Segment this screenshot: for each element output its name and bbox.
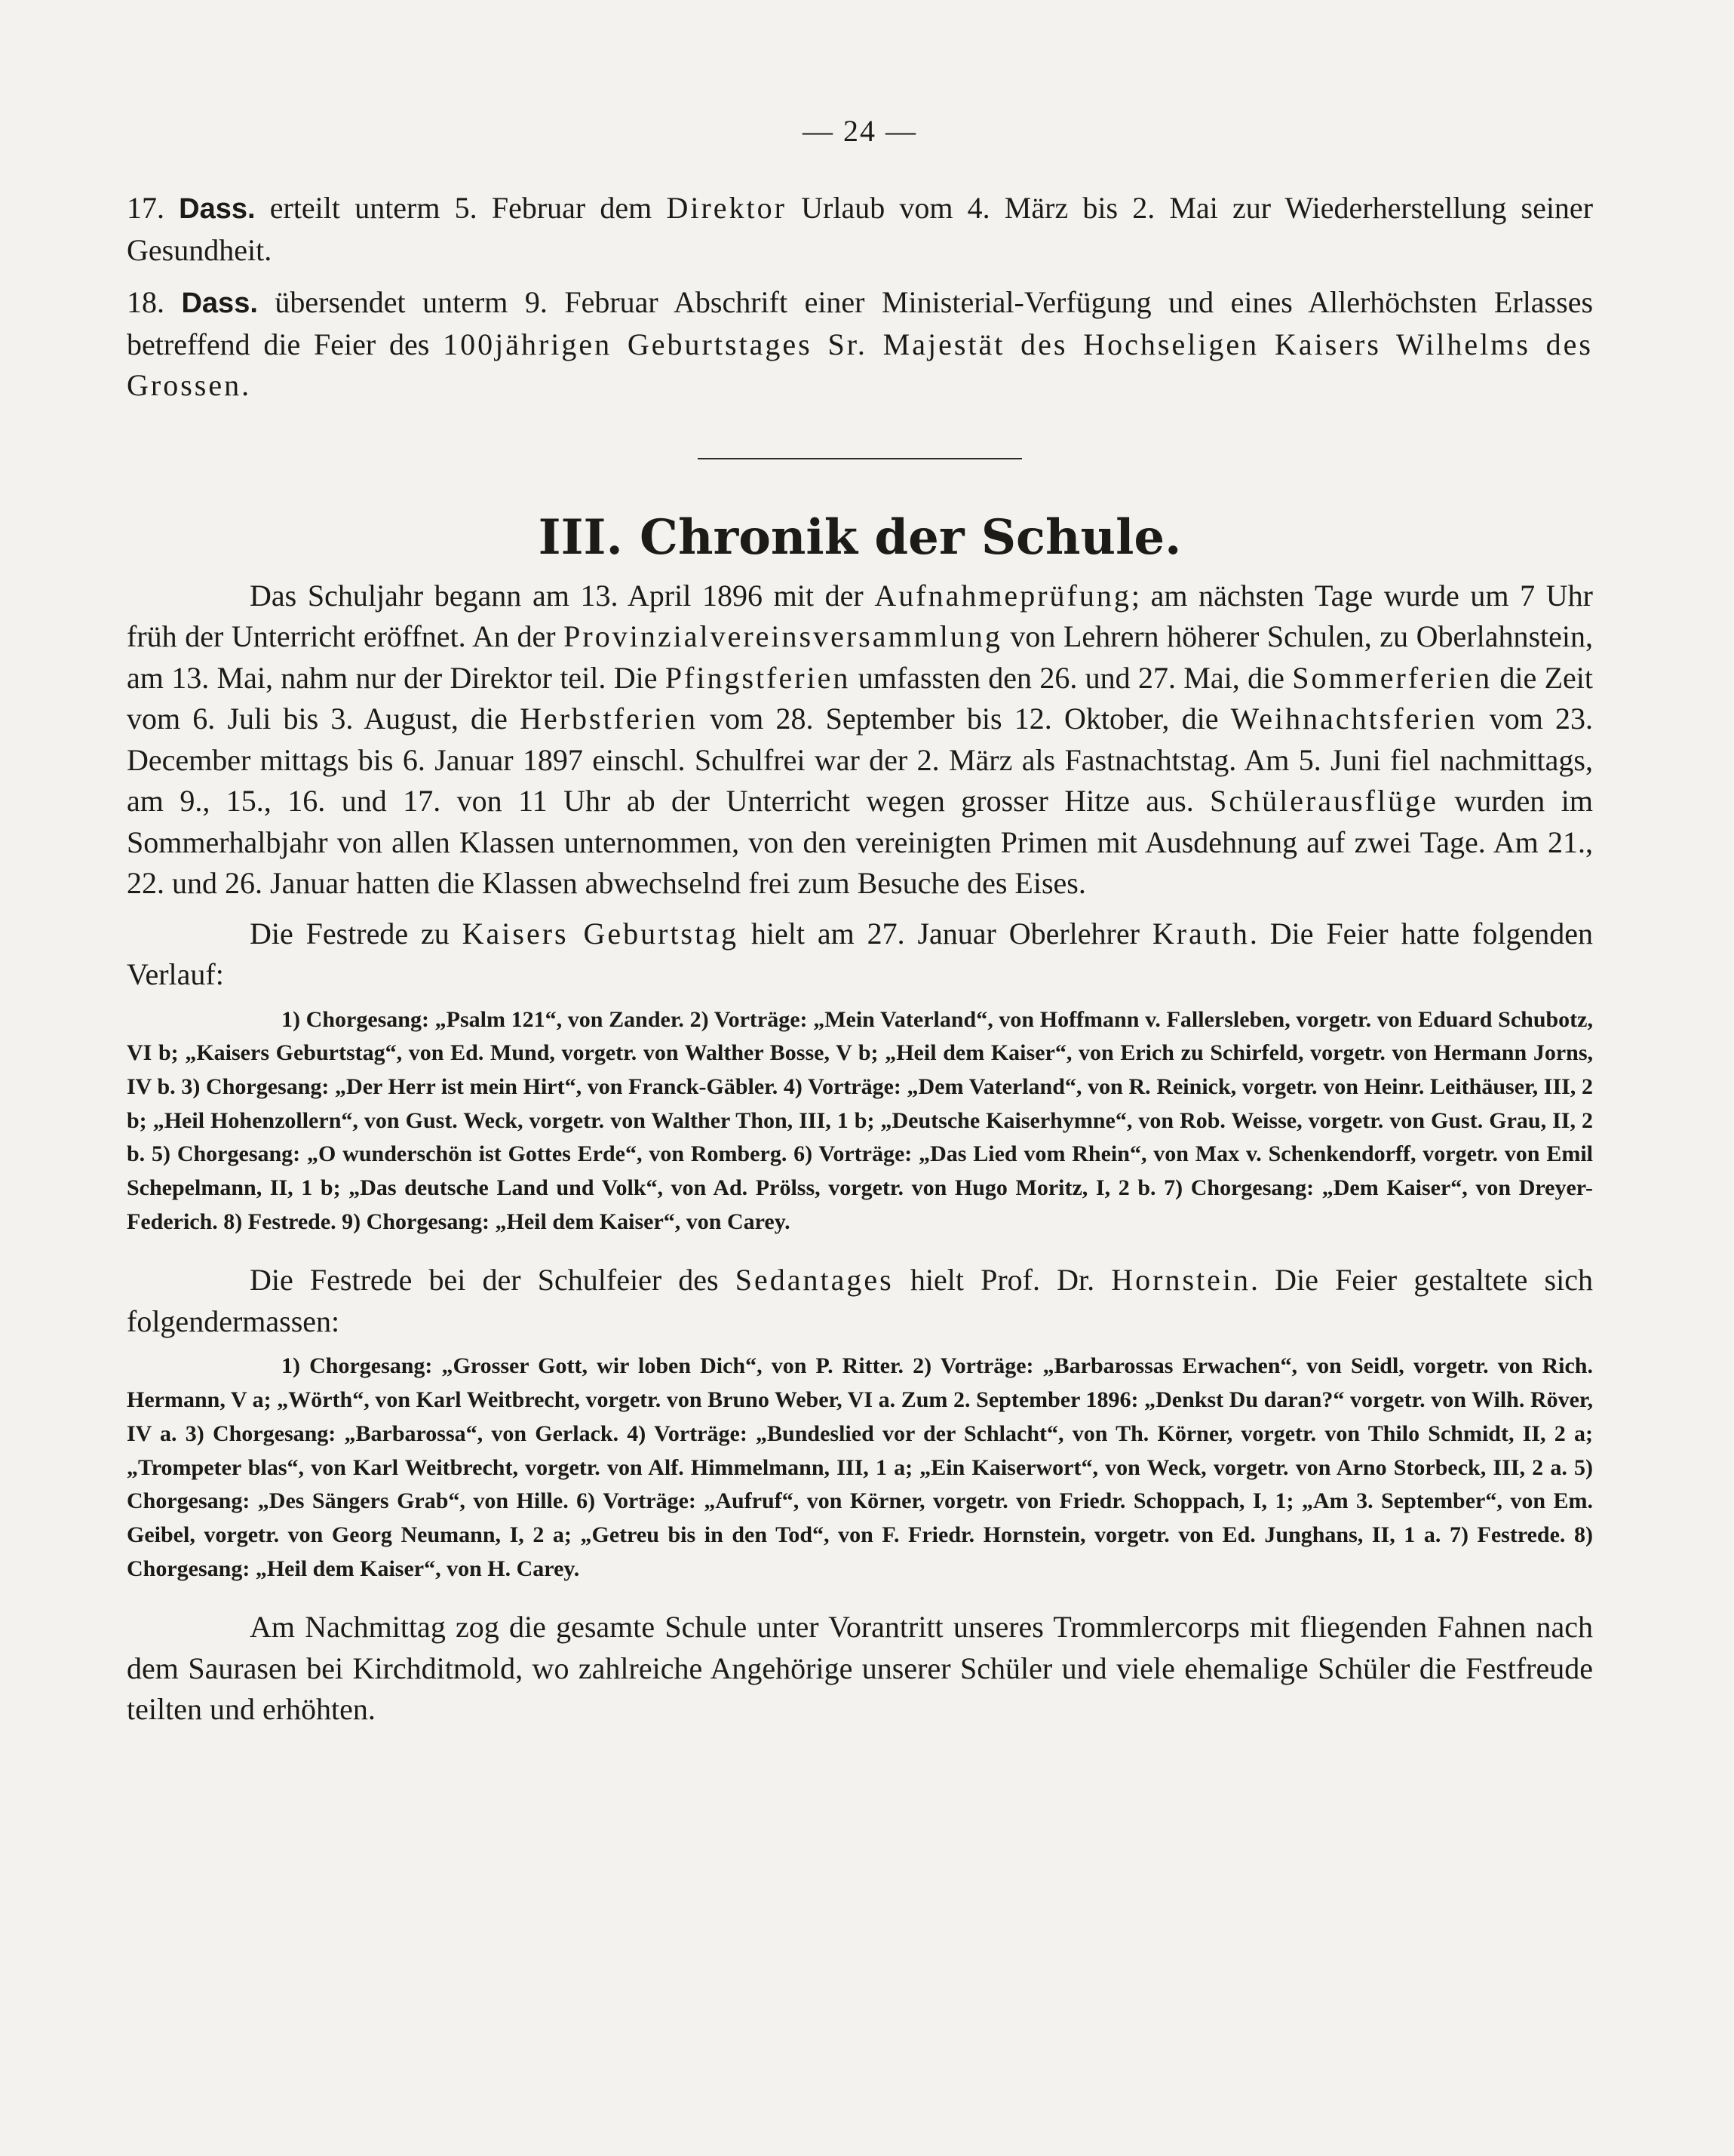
entry-lead: Dass. xyxy=(181,287,258,319)
text-run: die Zeit vom 6. Juli bis 3. August, die xyxy=(127,660,1594,736)
text-run: Die Festrede bei der Schulfeier des xyxy=(250,1263,735,1298)
kaiser-intro-paragraph xyxy=(127,914,1593,996)
spaced-emphasis: Sedantages xyxy=(735,1263,894,1298)
text-run: Das Schuljahr begann am 13. April 1896 mit der xyxy=(250,578,875,613)
chronik-paragraph xyxy=(127,576,1593,904)
entry-17 xyxy=(127,188,1593,271)
text-run: hielt Prof. Dr. xyxy=(893,1263,1112,1298)
text-run: vom 28. September bis 12. Oktober, die xyxy=(698,702,1231,736)
entry-spaced-text: Direktor xyxy=(666,191,787,225)
document-page xyxy=(127,113,1593,1731)
text-run: umfassten den 26. und 27. Mai, die xyxy=(850,660,1293,695)
spaced-emphasis: Krauth xyxy=(1152,916,1250,951)
entry-number: 17. xyxy=(127,191,164,225)
text-run: vom 23. December mittags bis 6. Januar 1897 einschl. Schulfrei war der 2. März als Fastnachtstag. Am 5. Juni fiel nachmittags, am 9., 15., 16. und 17. von 11 Uhr ab der Unterricht wegen grosser Hitze aus. xyxy=(127,702,1594,818)
entry-18 xyxy=(127,282,1593,407)
text-run: Die Festrede zu xyxy=(250,916,462,951)
entry-text: übersendet unterm 9. Februar Abschrift einer Ministerial-Verfügung und eines Allerhöchsten Erlasses betreffend die Feier des xyxy=(127,285,1594,361)
text-run: hielt am 27. Januar Oberlehrer xyxy=(738,916,1152,951)
closing-paragraph: Am Nachmittag zog die gesamte Schule unter Vorantritt unseres Trommlercorps mit fliegenden Fahnen nach dem Saurasen bei Kirchditmold, wo zahlreiche Angehörige unserer Schüler und viele ehemalige Schüler die Festfreude teilten und erhöhten. xyxy=(127,1610,1593,1727)
text-run: ; am nächsten Tage wurde um 7 Uhr früh der Unterricht eröffnet. An der xyxy=(127,578,1593,653)
entry-number: 18. xyxy=(127,285,164,319)
text-run: wurden im Sommerhalbjahr von allen Klassen unternommen, von den vereinigten Primen mit Ausdehnung auf zwei Tage. Am 21., 22. und 26. Januar hatten die Klassen abwechselnd frei zum Besuche des Eises. xyxy=(127,784,1594,900)
entry-text: erteilt unterm 5. Februar dem xyxy=(255,191,667,225)
text-run: . Die Feier gestaltete sich folgendermassen: xyxy=(127,1263,1593,1338)
spaced-emphasis: Hornstein xyxy=(1111,1263,1251,1298)
spaced-emphasis: Herbstferien xyxy=(520,702,698,736)
spaced-emphasis: Aufnahmeprüfung xyxy=(874,578,1131,613)
entry-text: Urlaub vom 4. März bis 2. Mai zur Wiederherstellung seiner Gesundheit. xyxy=(127,191,1594,267)
spaced-emphasis: Weihnachtsferien xyxy=(1230,702,1478,736)
entry-lead: Dass. xyxy=(179,193,256,225)
spaced-emphasis: Schülerausflüge xyxy=(1210,784,1438,818)
entry-spaced-text: 100jährigen Geburtstages Sr. Majestät des Hochseligen Kaisers Wilhelms des Grossen. xyxy=(127,327,1593,402)
spaced-emphasis: Sommerferien xyxy=(1292,660,1493,695)
text-run: von Lehrern höherer Schulen, zu Oberlahnstein, am 13. Mai, nahm nur der Direktor teil. Die xyxy=(127,619,1593,695)
spaced-emphasis: Kaisers Geburtstag xyxy=(462,916,738,951)
text-run: . Die Feier hatte folgenden Verlauf: xyxy=(127,916,1594,991)
section-divider xyxy=(698,458,1022,459)
spaced-emphasis: Pfingstferien xyxy=(664,660,851,695)
sedan-intro-paragraph xyxy=(127,1260,1593,1342)
spaced-emphasis: Provinzialvereinsversammlung xyxy=(563,619,1002,653)
kaiser-program: 1) Chorgesang: „Psalm 121“, von Zander. 2) Vorträge: „Mein Vaterland“, von Hoffmann v. Fallersleben, vorgetr. von Eduard Schubotz, VI b; „Kaisers Geburtstag“, von Ed. Mund, vorgetr. von Walther Bosse, V b; „Heil dem Kaiser“, von Erich zu Schirfeld, vorgetr. von Hermann Jorns, IV b. 3) Chorgesang: „Der Herr ist mein Hirt“, von Franck-Gäbler. 4) Vorträge: „Dem Vaterland“, von R. Reinick, vorgetr. von Heinr. Leithäuser, III, 2 b; „Heil Hohenzollern“, von Gust. Weck, vorgetr. von Walther Thon, III, 1 b; „Deutsche Kaiserhymne“, von Rob. Weisse, vorgetr. von Gust. Grau, II, 2 b. 5) Chorgesang: „O wunderschön ist Gottes Erde“, von Romberg. 6) Vorträge: „Das Lied vom Rhein“, von Max v. Schenkendorff, vorgetr. von Emil Schepelmann, II, 1 b; „Das deutsche Land und Volk“, von Ad. Prölss, vorgetr. von Hugo Moritz, I, 2 b. 7) Chorgesang: „Dem Kaiser“, von Dreyer-Federich. 8) Festrede. 9) Chorgesang: „Heil dem Kaiser“, von Carey. xyxy=(127,1006,1593,1234)
page-number: — 24 — xyxy=(803,114,917,148)
section-heading: III. Chronik der Schule. xyxy=(538,508,1182,566)
sedan-program: 1) Chorgesang: „Grosser Gott, wir loben Dich“, von P. Ritter. 2) Vorträge: „Barbarossas Erwachen“, von Seidl, vorgetr. von Rich. Hermann, V a; „Wörth“, von Karl Weitbrecht, vorgetr. von Bruno Weber, VI a. Zum 2. September 1896: „Denkst Du daran?“ vorgetr. von Wilh. Röver, IV a. 3) Chorgesang: „Barbarossa“, von Gerlack. 4) Vorträge: „Bundeslied vor der Schlacht“, von Th. Körner, vorgetr. von Thilo Schmidt, II, 2 a; „Trompeter blas“, von Karl Weitbrecht, vorgetr. von Alf. Himmelmann, III, 1 a; „Ein Kaiserwort“, von Weck, vorgetr. von Arno Storbeck, III, 2 a. 5) Chorgesang: „Des Sängers Grab“, von Hille. 6) Vorträge: „Aufruf“, von Körner, vorgetr. von Friedr. Schoppach, I, 1; „Am 3. September“, von Em. Geibel, vorgetr. von Georg Neumann, I, 2 a; „Getreu bis in den Tod“, von F. Friedr. Hornstein, vorgetr. von Ed. Junghans, II, 1 a. 7) Festrede. 8) Chorgesang: „Heil dem Kaiser“, von H. Carey. xyxy=(127,1353,1593,1581)
